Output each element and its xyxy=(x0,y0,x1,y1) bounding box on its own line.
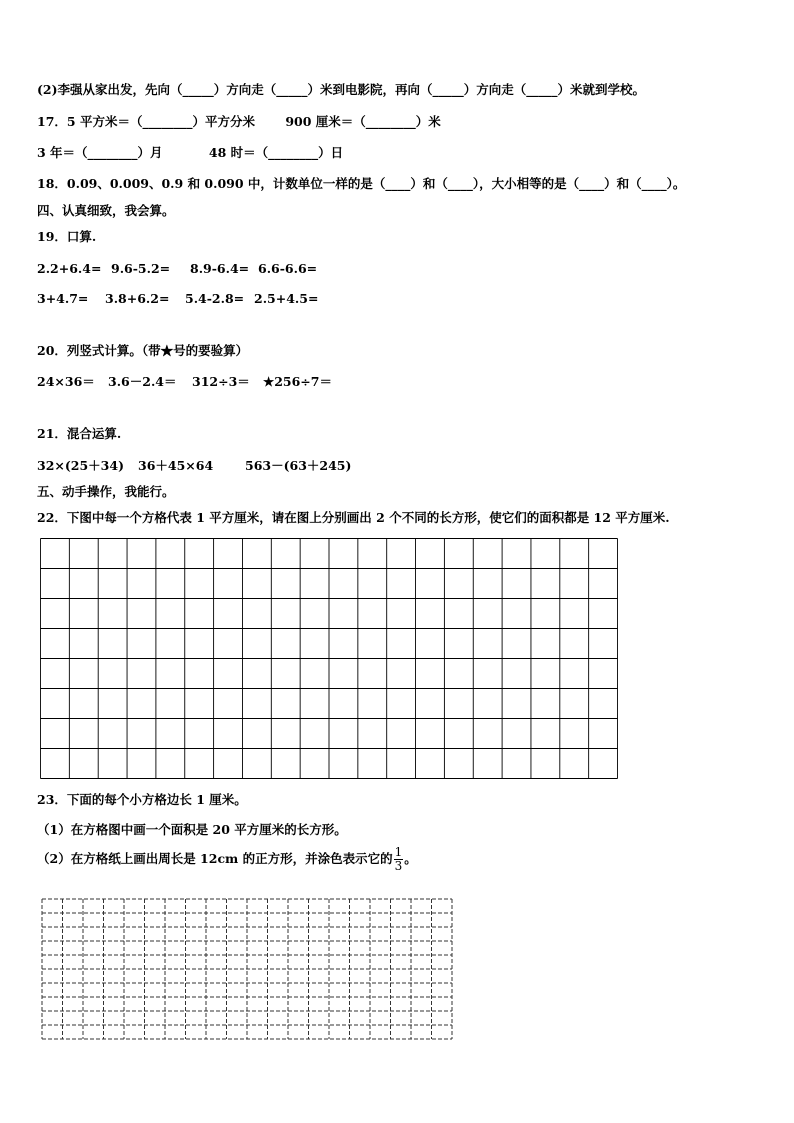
q17-centimeters: 900 厘米＝（________）米 xyxy=(285,114,441,129)
q23-part-2-period: 。 xyxy=(404,851,417,866)
question-21-title: 21．混合运算. xyxy=(37,426,122,441)
q19-item: 5.4-2.8= xyxy=(185,291,245,306)
q23-part-2-text: （2）在方格纸上画出周长是 12cm 的正方形，并涂色表示它的 xyxy=(37,851,393,866)
q19-item: 3.8+6.2= xyxy=(105,291,170,306)
q21-items xyxy=(37,458,351,474)
question-17-row-2 xyxy=(37,145,343,161)
section-5-heading: 五、动手操作，我能行。 xyxy=(37,484,175,499)
square-grid-solid[interactable] xyxy=(40,538,618,779)
q19-item: 6.6-6.6= xyxy=(258,261,318,276)
q20-item: ★256÷7＝ xyxy=(263,374,332,389)
q21-item: 32×(25＋34) xyxy=(37,458,124,473)
q20-item: 24×36＝ xyxy=(37,374,95,389)
question-20-title: 20．列竖式计算。（带★号的要验算） xyxy=(37,343,249,358)
q17-years: 3 年＝（________）月 xyxy=(37,145,163,160)
question-19-title: 19．口算. xyxy=(37,229,97,244)
section-4-heading: 四、认真细致，我会算。 xyxy=(37,203,175,218)
q19-item: 9.6-5.2= xyxy=(111,261,171,276)
q20-items xyxy=(37,374,332,390)
q19-item: 2.2+6.4= xyxy=(37,261,102,276)
question-23-title: 23．下面的每个小方格边长 1 厘米。 xyxy=(37,792,247,807)
q20-item: 3.6－2.4＝ xyxy=(108,374,177,389)
square-grid-dashed[interactable] xyxy=(38,895,456,1043)
q20-item: 312÷3＝ xyxy=(192,374,250,389)
question-23-part-2 xyxy=(37,846,417,873)
q19-item: 2.5+4.5= xyxy=(254,291,319,306)
q21-item: 563－(63＋245) xyxy=(245,458,352,473)
question-17-row-1 xyxy=(37,114,441,130)
q19-item: 8.9-6.4= xyxy=(190,261,250,276)
question-23-part-1: （1）在方格图中画一个面积是 20 平方厘米的长方形。 xyxy=(37,822,347,837)
question-16-part-2: (2)李强从家出发，先向（_____）方向走（_____）米到电影院，再向（_____）方向走（_____）米就到学校。 xyxy=(37,82,646,97)
q21-item: 36＋45×64 xyxy=(138,458,214,473)
question-22: 22．下图中每一个方格代表 1 平方厘米，请在图上分别画出 2 个不同的长方形，使它们的面积都是 12 平方厘米. xyxy=(37,510,670,525)
q17-hours: 48 时＝（________）日 xyxy=(208,145,344,160)
q19-item: 3+4.7= xyxy=(37,291,89,306)
one-third-fraction xyxy=(394,846,404,873)
q19-row-2 xyxy=(37,291,318,307)
question-18: 18．0.09、0.009、0.9 和 0.090 中，计数单位一样的是（____）和（____），大小相等的是（____）和（____）。 xyxy=(37,176,686,191)
q19-row-1 xyxy=(37,261,317,277)
fraction-numerator: 1 xyxy=(394,845,403,859)
fraction-denominator: 3 xyxy=(394,859,403,873)
q17-square-meters: 17．5 平方米＝（________）平方分米 xyxy=(37,114,255,129)
